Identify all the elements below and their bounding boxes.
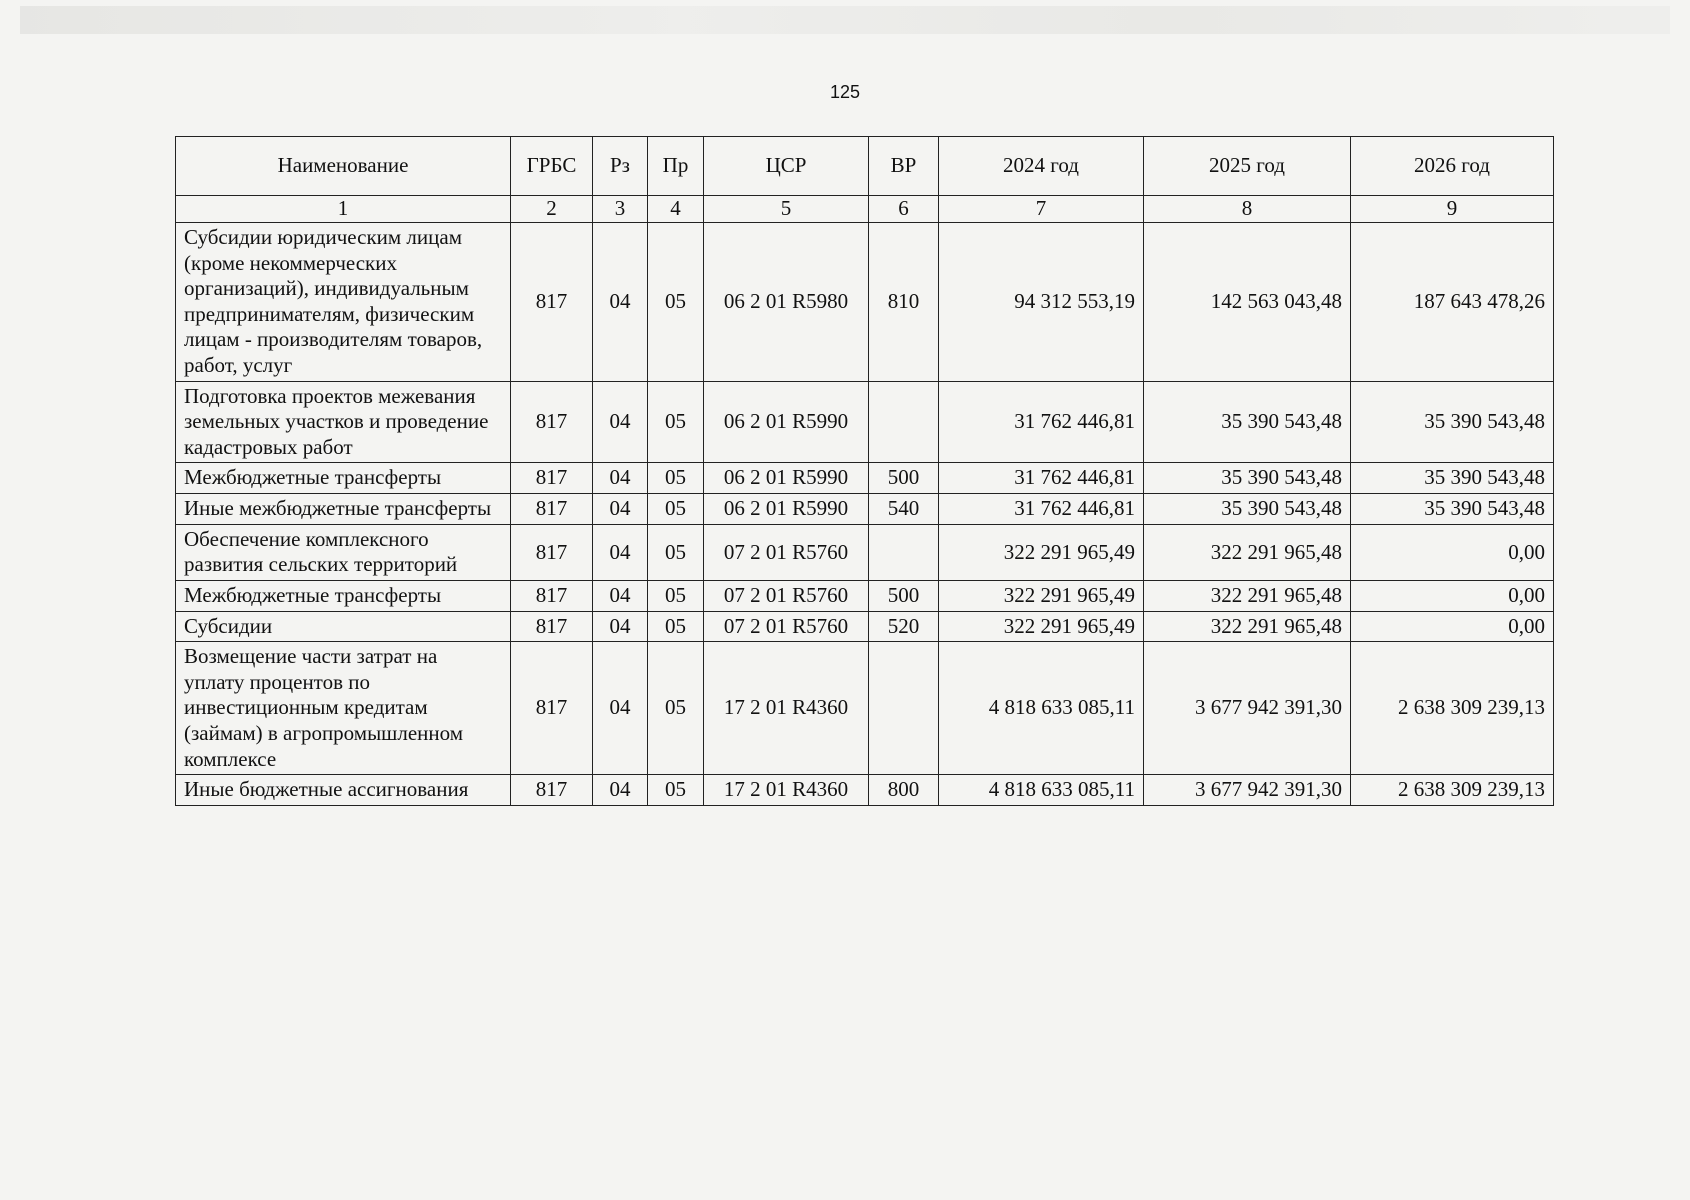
header-vr: ВР <box>869 137 939 196</box>
table-row <box>176 223 1554 382</box>
row-vr <box>869 642 939 775</box>
row-amount-2025: 322 291 965,48 <box>1144 524 1351 580</box>
row-name: Иные бюджетные ассигнования <box>176 775 511 806</box>
row-amount-2024: 4 818 633 085,11 <box>939 775 1144 806</box>
row-rz: 04 <box>593 381 648 463</box>
row-rz: 04 <box>593 611 648 642</box>
row-rz: 04 <box>593 642 648 775</box>
table-row <box>176 524 1554 580</box>
row-amount-2026: 2 638 309 239,13 <box>1351 775 1554 806</box>
row-csr: 07 2 01 R5760 <box>704 524 869 580</box>
column-number: 5 <box>704 196 869 223</box>
header-2024: 2024 год <box>939 137 1144 196</box>
row-amount-2025: 35 390 543,48 <box>1144 494 1351 525</box>
row-csr: 06 2 01 R5990 <box>704 494 869 525</box>
row-csr: 07 2 01 R5760 <box>704 580 869 611</box>
row-grbs: 817 <box>511 524 593 580</box>
column-number: 4 <box>648 196 704 223</box>
row-amount-2024: 4 818 633 085,11 <box>939 642 1144 775</box>
header-row <box>176 137 1554 196</box>
row-pr: 05 <box>648 223 704 382</box>
row-rz: 04 <box>593 223 648 382</box>
row-name: Возмещение части затрат на уплату процентов по инвестиционным кредитам (займам) в агропромышленном комплексе <box>176 642 511 775</box>
row-amount-2024: 31 762 446,81 <box>939 381 1144 463</box>
column-number: 1 <box>176 196 511 223</box>
table-row <box>176 580 1554 611</box>
row-csr: 17 2 01 R4360 <box>704 642 869 775</box>
row-pr: 05 <box>648 524 704 580</box>
row-amount-2026: 0,00 <box>1351 580 1554 611</box>
row-csr: 17 2 01 R4360 <box>704 775 869 806</box>
row-amount-2025: 35 390 543,48 <box>1144 463 1351 494</box>
row-vr: 500 <box>869 463 939 494</box>
column-number: 3 <box>593 196 648 223</box>
row-vr: 540 <box>869 494 939 525</box>
header-2025: 2025 год <box>1144 137 1351 196</box>
row-name: Обеспечение комплексного развития сельских территорий <box>176 524 511 580</box>
row-name: Межбюджетные трансферты <box>176 580 511 611</box>
row-csr: 06 2 01 R5990 <box>704 381 869 463</box>
row-amount-2025: 142 563 043,48 <box>1144 223 1351 382</box>
row-amount-2025: 322 291 965,48 <box>1144 580 1351 611</box>
row-pr: 05 <box>648 642 704 775</box>
table-row <box>176 494 1554 525</box>
row-grbs: 817 <box>511 611 593 642</box>
table-row <box>176 463 1554 494</box>
header-csr: ЦСР <box>704 137 869 196</box>
row-amount-2026: 0,00 <box>1351 611 1554 642</box>
row-amount-2026: 35 390 543,48 <box>1351 381 1554 463</box>
table-row <box>176 611 1554 642</box>
row-grbs: 817 <box>511 642 593 775</box>
row-rz: 04 <box>593 580 648 611</box>
header-grbs: ГРБС <box>511 137 593 196</box>
column-number: 6 <box>869 196 939 223</box>
row-csr: 06 2 01 R5980 <box>704 223 869 382</box>
row-amount-2025: 35 390 543,48 <box>1144 381 1351 463</box>
row-name: Подготовка проектов межевания земельных участков и проведение кадастровых работ <box>176 381 511 463</box>
row-amount-2026: 2 638 309 239,13 <box>1351 642 1554 775</box>
row-vr <box>869 524 939 580</box>
row-name: Субсидии юридическим лицам (кроме некоммерческих организаций), индивидуальным предпринимателям, физическим лицам - производителям товаров, работ, услуг <box>176 223 511 382</box>
row-amount-2025: 322 291 965,48 <box>1144 611 1351 642</box>
row-grbs: 817 <box>511 463 593 494</box>
row-name: Субсидии <box>176 611 511 642</box>
row-csr: 07 2 01 R5760 <box>704 611 869 642</box>
row-amount-2024: 322 291 965,49 <box>939 524 1144 580</box>
row-amount-2025: 3 677 942 391,30 <box>1144 642 1351 775</box>
scan-artifact-strip <box>20 6 1670 34</box>
budget-table <box>175 136 1554 806</box>
row-pr: 05 <box>648 611 704 642</box>
row-vr: 520 <box>869 611 939 642</box>
row-rz: 04 <box>593 463 648 494</box>
row-amount-2026: 35 390 543,48 <box>1351 463 1554 494</box>
header-2026: 2026 год <box>1351 137 1554 196</box>
page-number: 125 <box>829 82 861 102</box>
row-name: Межбюджетные трансферты <box>176 463 511 494</box>
header-pr: Пр <box>648 137 704 196</box>
row-pr: 05 <box>648 381 704 463</box>
row-amount-2026: 0,00 <box>1351 524 1554 580</box>
row-pr: 05 <box>648 463 704 494</box>
row-amount-2024: 31 762 446,81 <box>939 463 1144 494</box>
row-grbs: 817 <box>511 580 593 611</box>
row-amount-2026: 187 643 478,26 <box>1351 223 1554 382</box>
row-vr <box>869 381 939 463</box>
row-amount-2026: 35 390 543,48 <box>1351 494 1554 525</box>
row-rz: 04 <box>593 775 648 806</box>
table-row <box>176 381 1554 463</box>
row-grbs: 817 <box>511 494 593 525</box>
row-vr: 800 <box>869 775 939 806</box>
table-row <box>176 642 1554 775</box>
row-pr: 05 <box>648 494 704 525</box>
row-pr: 05 <box>648 775 704 806</box>
row-grbs: 817 <box>511 381 593 463</box>
row-amount-2025: 3 677 942 391,30 <box>1144 775 1351 806</box>
header-rz: Рз <box>593 137 648 196</box>
column-number: 7 <box>939 196 1144 223</box>
table-row <box>176 775 1554 806</box>
column-number: 8 <box>1144 196 1351 223</box>
column-number-row <box>176 196 1554 223</box>
row-grbs: 817 <box>511 775 593 806</box>
row-amount-2024: 322 291 965,49 <box>939 580 1144 611</box>
row-amount-2024: 94 312 553,19 <box>939 223 1144 382</box>
column-number: 9 <box>1351 196 1554 223</box>
row-rz: 04 <box>593 524 648 580</box>
row-pr: 05 <box>648 580 704 611</box>
row-name: Иные межбюджетные трансферты <box>176 494 511 525</box>
row-vr: 810 <box>869 223 939 382</box>
row-rz: 04 <box>593 494 648 525</box>
row-amount-2024: 31 762 446,81 <box>939 494 1144 525</box>
header-name: Наименование <box>176 137 511 196</box>
row-amount-2024: 322 291 965,49 <box>939 611 1144 642</box>
column-number: 2 <box>511 196 593 223</box>
row-grbs: 817 <box>511 223 593 382</box>
row-vr: 500 <box>869 580 939 611</box>
row-csr: 06 2 01 R5990 <box>704 463 869 494</box>
